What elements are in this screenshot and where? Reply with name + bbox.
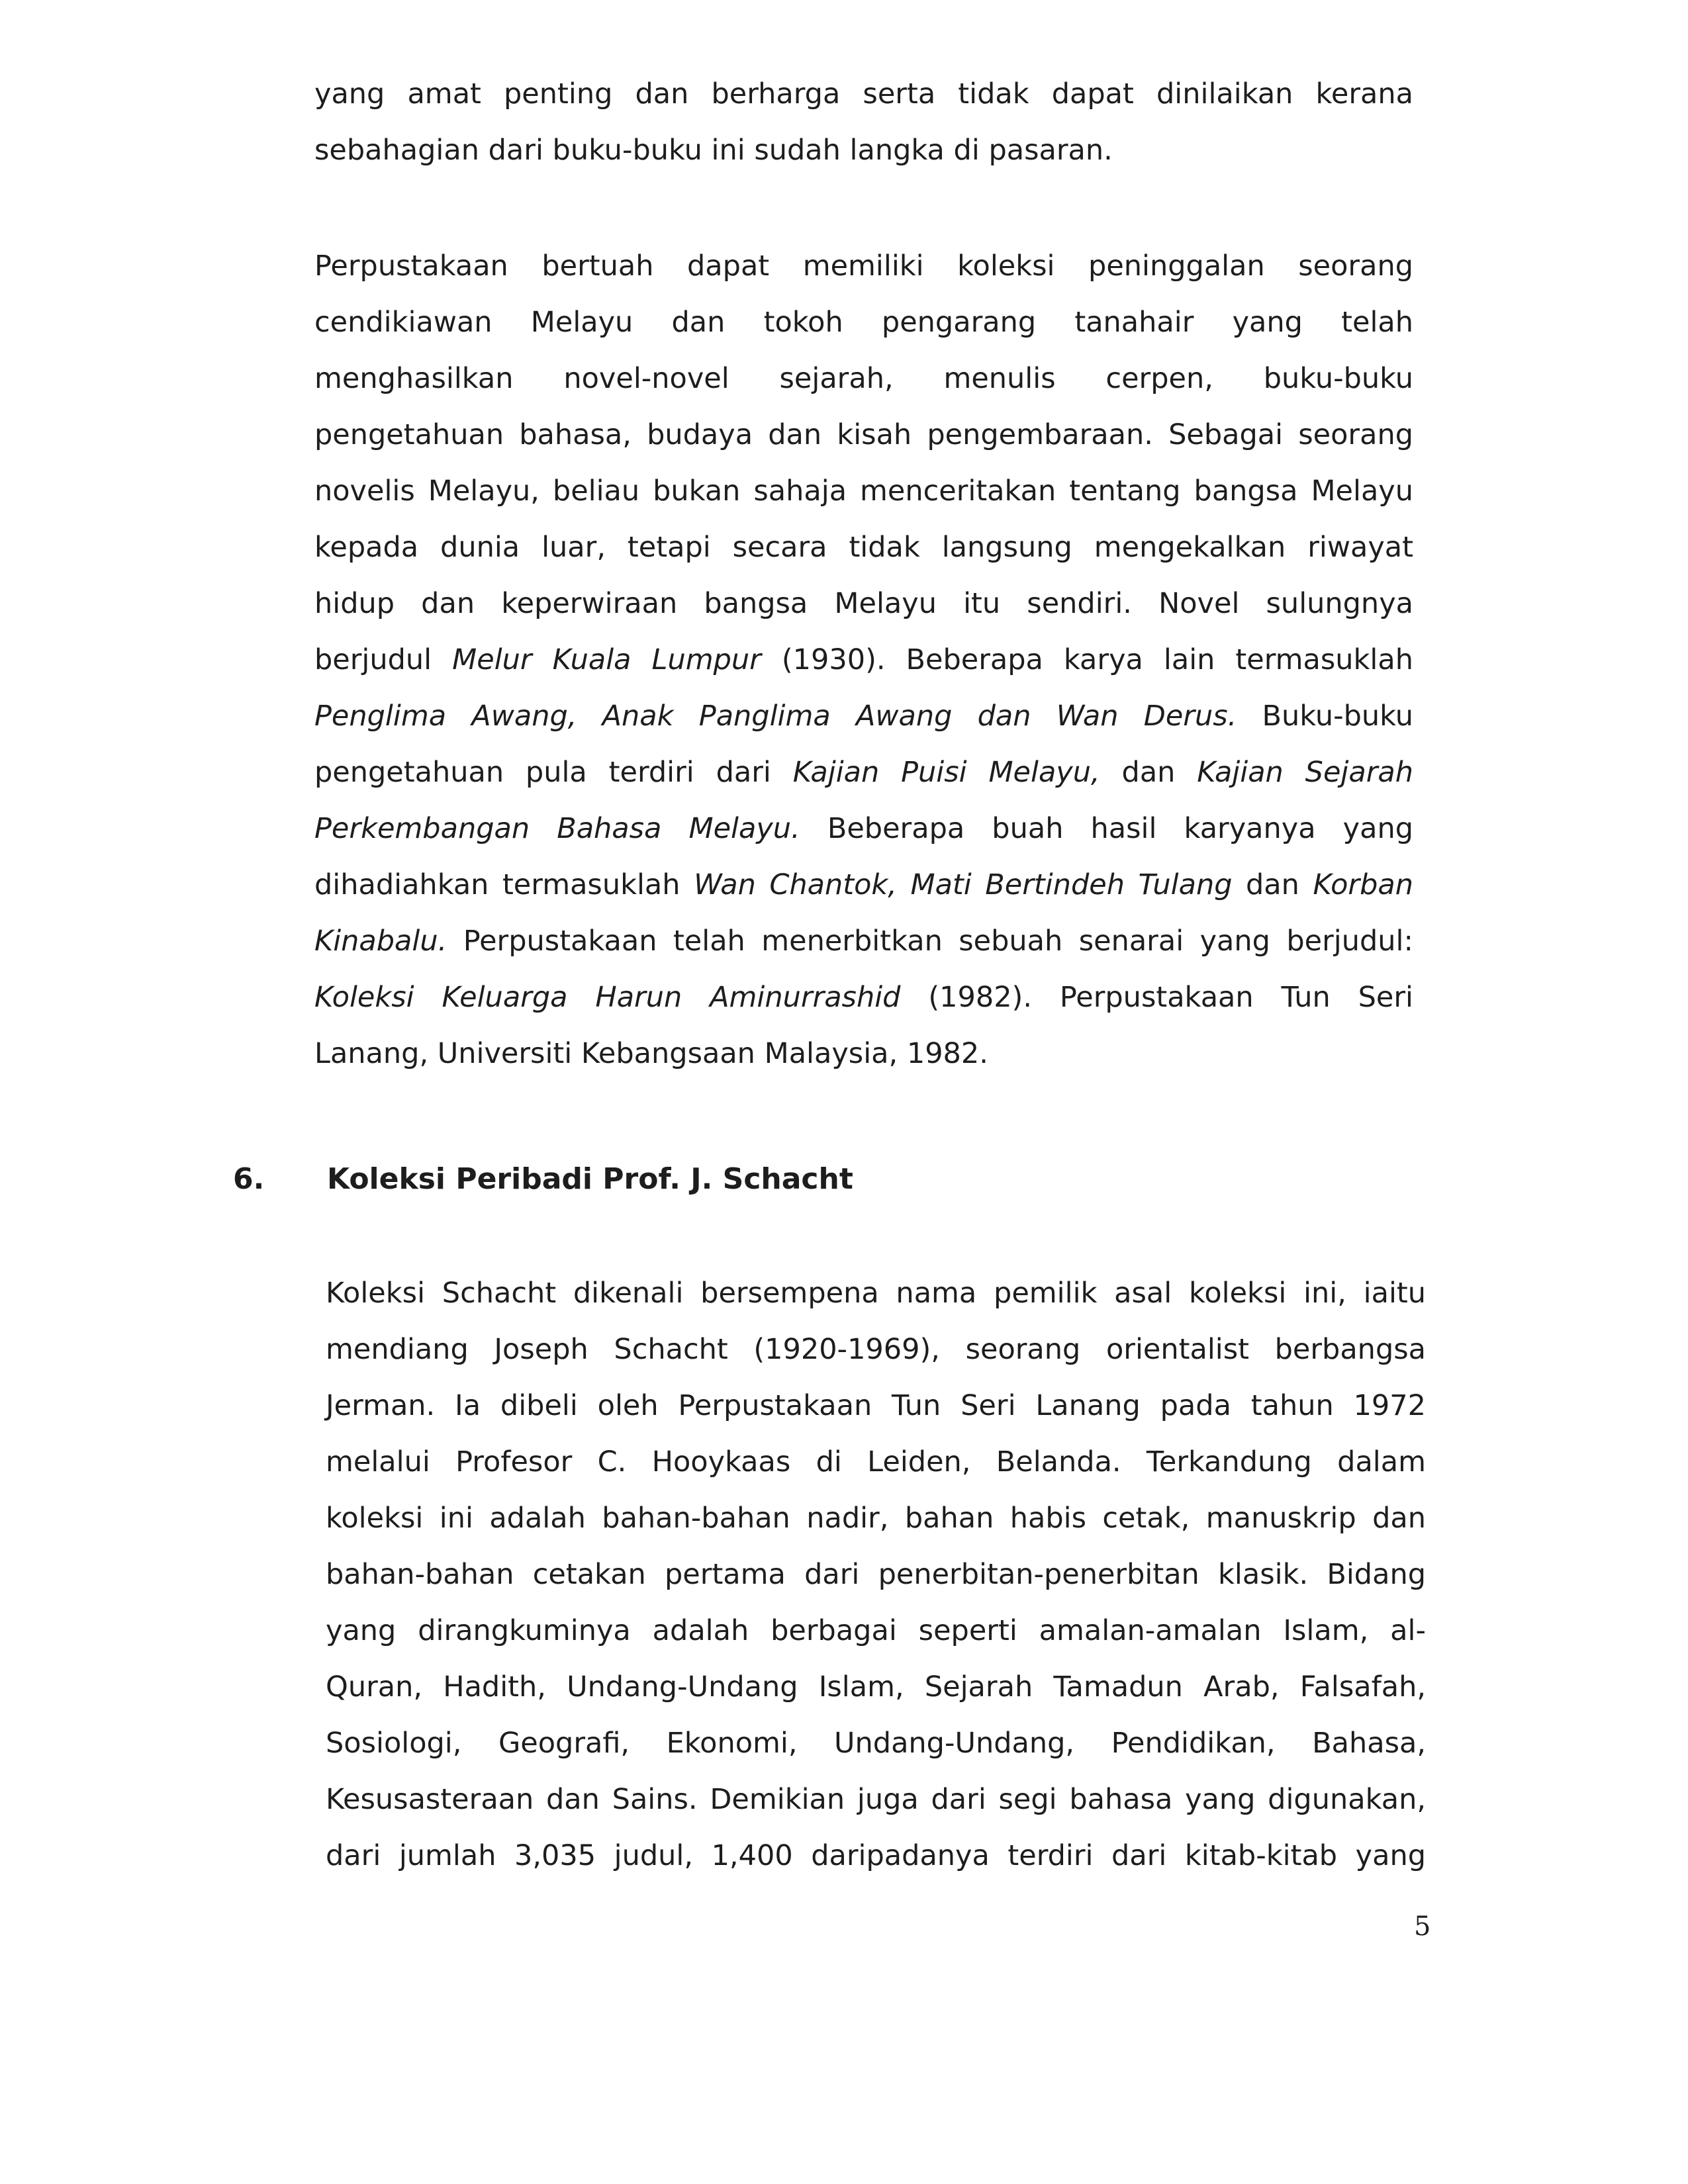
text-line [314,1034,1413,1073]
text-line [314,527,1413,567]
text-line [314,130,1413,170]
text-line [326,1498,1426,1538]
text-line [314,809,1413,848]
text-segment: pengetahuan pula terdiri dari [314,756,793,789]
text-line [314,415,1413,455]
text-segment: dari jumlah 3,035 judul, 1,400 daripadanya terdiri dari kitab-kitab yang [326,1839,1426,1872]
page-number: 5 [1414,1911,1431,1942]
text-line [314,696,1413,736]
text-segment: Koleksi Schacht dikenali bersempena nama pemilik asal koleksi ini, iaitu [326,1277,1426,1310]
text-segment: koleksi ini adalah bahan-bahan nadir, bahan habis cetak, manuskrip dan [326,1502,1426,1535]
text-segment: bahan-bahan cetakan pertama dari penerbitan-penerbitan klasik. Bidang [326,1558,1426,1591]
italic-title: Kinabalu. [314,925,447,958]
section-number: 6. [233,1162,265,1196]
text-segment: menghasilkan novel-novel sejarah, menulis cerpen, buku-buku [314,362,1413,395]
text-segment: mendiang Joseph Schacht (1920-1969), seorang orientalist berbangsa [326,1333,1426,1366]
text-line [326,1667,1426,1707]
text-line [314,752,1413,792]
text-segment: cendikiawan Melayu dan tokoh pengarang tanahair yang telah [314,306,1413,339]
text-segment: pengetahuan bahasa, budaya dan kisah pengembaraan. Sebagai seorang [314,418,1413,451]
text-line [326,1273,1426,1313]
text-line [326,1836,1426,1876]
text-segment: yang dirangkuminya adalah berbagai seperti amalan-amalan Islam, al- [326,1614,1426,1647]
italic-title: Kajian Sejarah [1197,756,1413,789]
text-segment: berjudul [314,643,453,676]
text-line [314,246,1413,286]
text-segment: Buku-buku [1237,700,1413,733]
text-segment: Beberapa buah hasil karyanya yang [800,812,1414,845]
text-segment: Kesusasteraan dan Sains. Demikian juga dari segi bahasa yang digunakan, [326,1783,1426,1816]
text-line [326,1442,1426,1482]
text-segment: Quran, Hadith, Undang-Undang Islam, Sejarah Tamadun Arab, Falsafah, [326,1670,1426,1704]
text-line [314,584,1413,623]
section-heading: Koleksi Peribadi Prof. J. Schacht [327,1162,853,1196]
italic-title: Kajian Puisi Melayu, [792,756,1100,789]
text-line [314,921,1413,961]
text-line [326,1555,1426,1594]
text-segment: Sosiologi, Geografi, Ekonomi, Undang-Undang, Pendidikan, Bahasa, [326,1727,1426,1760]
text-segment: Perpustakaan bertuah dapat memiliki koleksi peninggalan seorang [314,250,1413,283]
text-line [326,1723,1426,1763]
text-segment: (1930). Beberapa karya lain termasuklah [761,643,1413,676]
text-segment: dan [1232,868,1313,901]
text-line [314,978,1413,1017]
text-segment: yang amat penting dan berharga serta tidak dapat dinilaikan kerana [314,77,1413,111]
text-line [314,302,1413,342]
text-line [314,359,1413,398]
text-line [314,471,1413,511]
text-segment: Jerman. Ia dibeli oleh Perpustakaan Tun Seri Lanang pada tahun 1972 [326,1389,1426,1422]
text-segment: (1982). Perpustakaan Tun Seri [900,981,1414,1014]
text-segment: Lanang, Universiti Kebangsaan Malaysia, 1982. [314,1037,988,1070]
text-line [314,74,1413,114]
text-segment: hidup dan keperwiraan bangsa Melayu itu sendiri. Novel sulungnya [314,587,1413,620]
italic-title: Penglima Awang, Anak Panglima Awang dan Wan Derus. [314,700,1237,733]
text-line [314,640,1413,680]
text-line [314,865,1413,905]
italic-title: Korban [1313,868,1413,901]
text-line [326,1611,1426,1651]
italic-title: Melur Kuala Lumpur [452,643,761,676]
italic-title: Perkembangan Bahasa Melayu. [314,812,800,845]
italic-title: Koleksi Keluarga Harun Aminurrashid [314,981,901,1014]
italic-title: Wan Chantok, Mati Bertindeh Tulang [694,868,1233,901]
text-line [326,1386,1426,1426]
text-segment: dihadiahkan termasuklah [314,868,694,901]
text-segment: novelis Melayu, beliau bukan sahaja menceritakan tentang bangsa Melayu [314,475,1413,508]
text-segment: dan [1100,756,1197,789]
text-segment: kepada dunia luar, tetapi secara tidak langsung mengekalkan riwayat [314,531,1413,564]
text-segment: sebahagian dari buku-buku ini sudah langka di pasaran. [314,134,1113,167]
text-segment: Perpustakaan telah menerbitkan sebuah senarai yang berjudul: [447,925,1413,958]
text-line [326,1330,1426,1369]
text-line [326,1780,1426,1819]
text-segment: melalui Profesor C. Hooykaas di Leiden, Belanda. Terkandung dalam [326,1445,1426,1479]
